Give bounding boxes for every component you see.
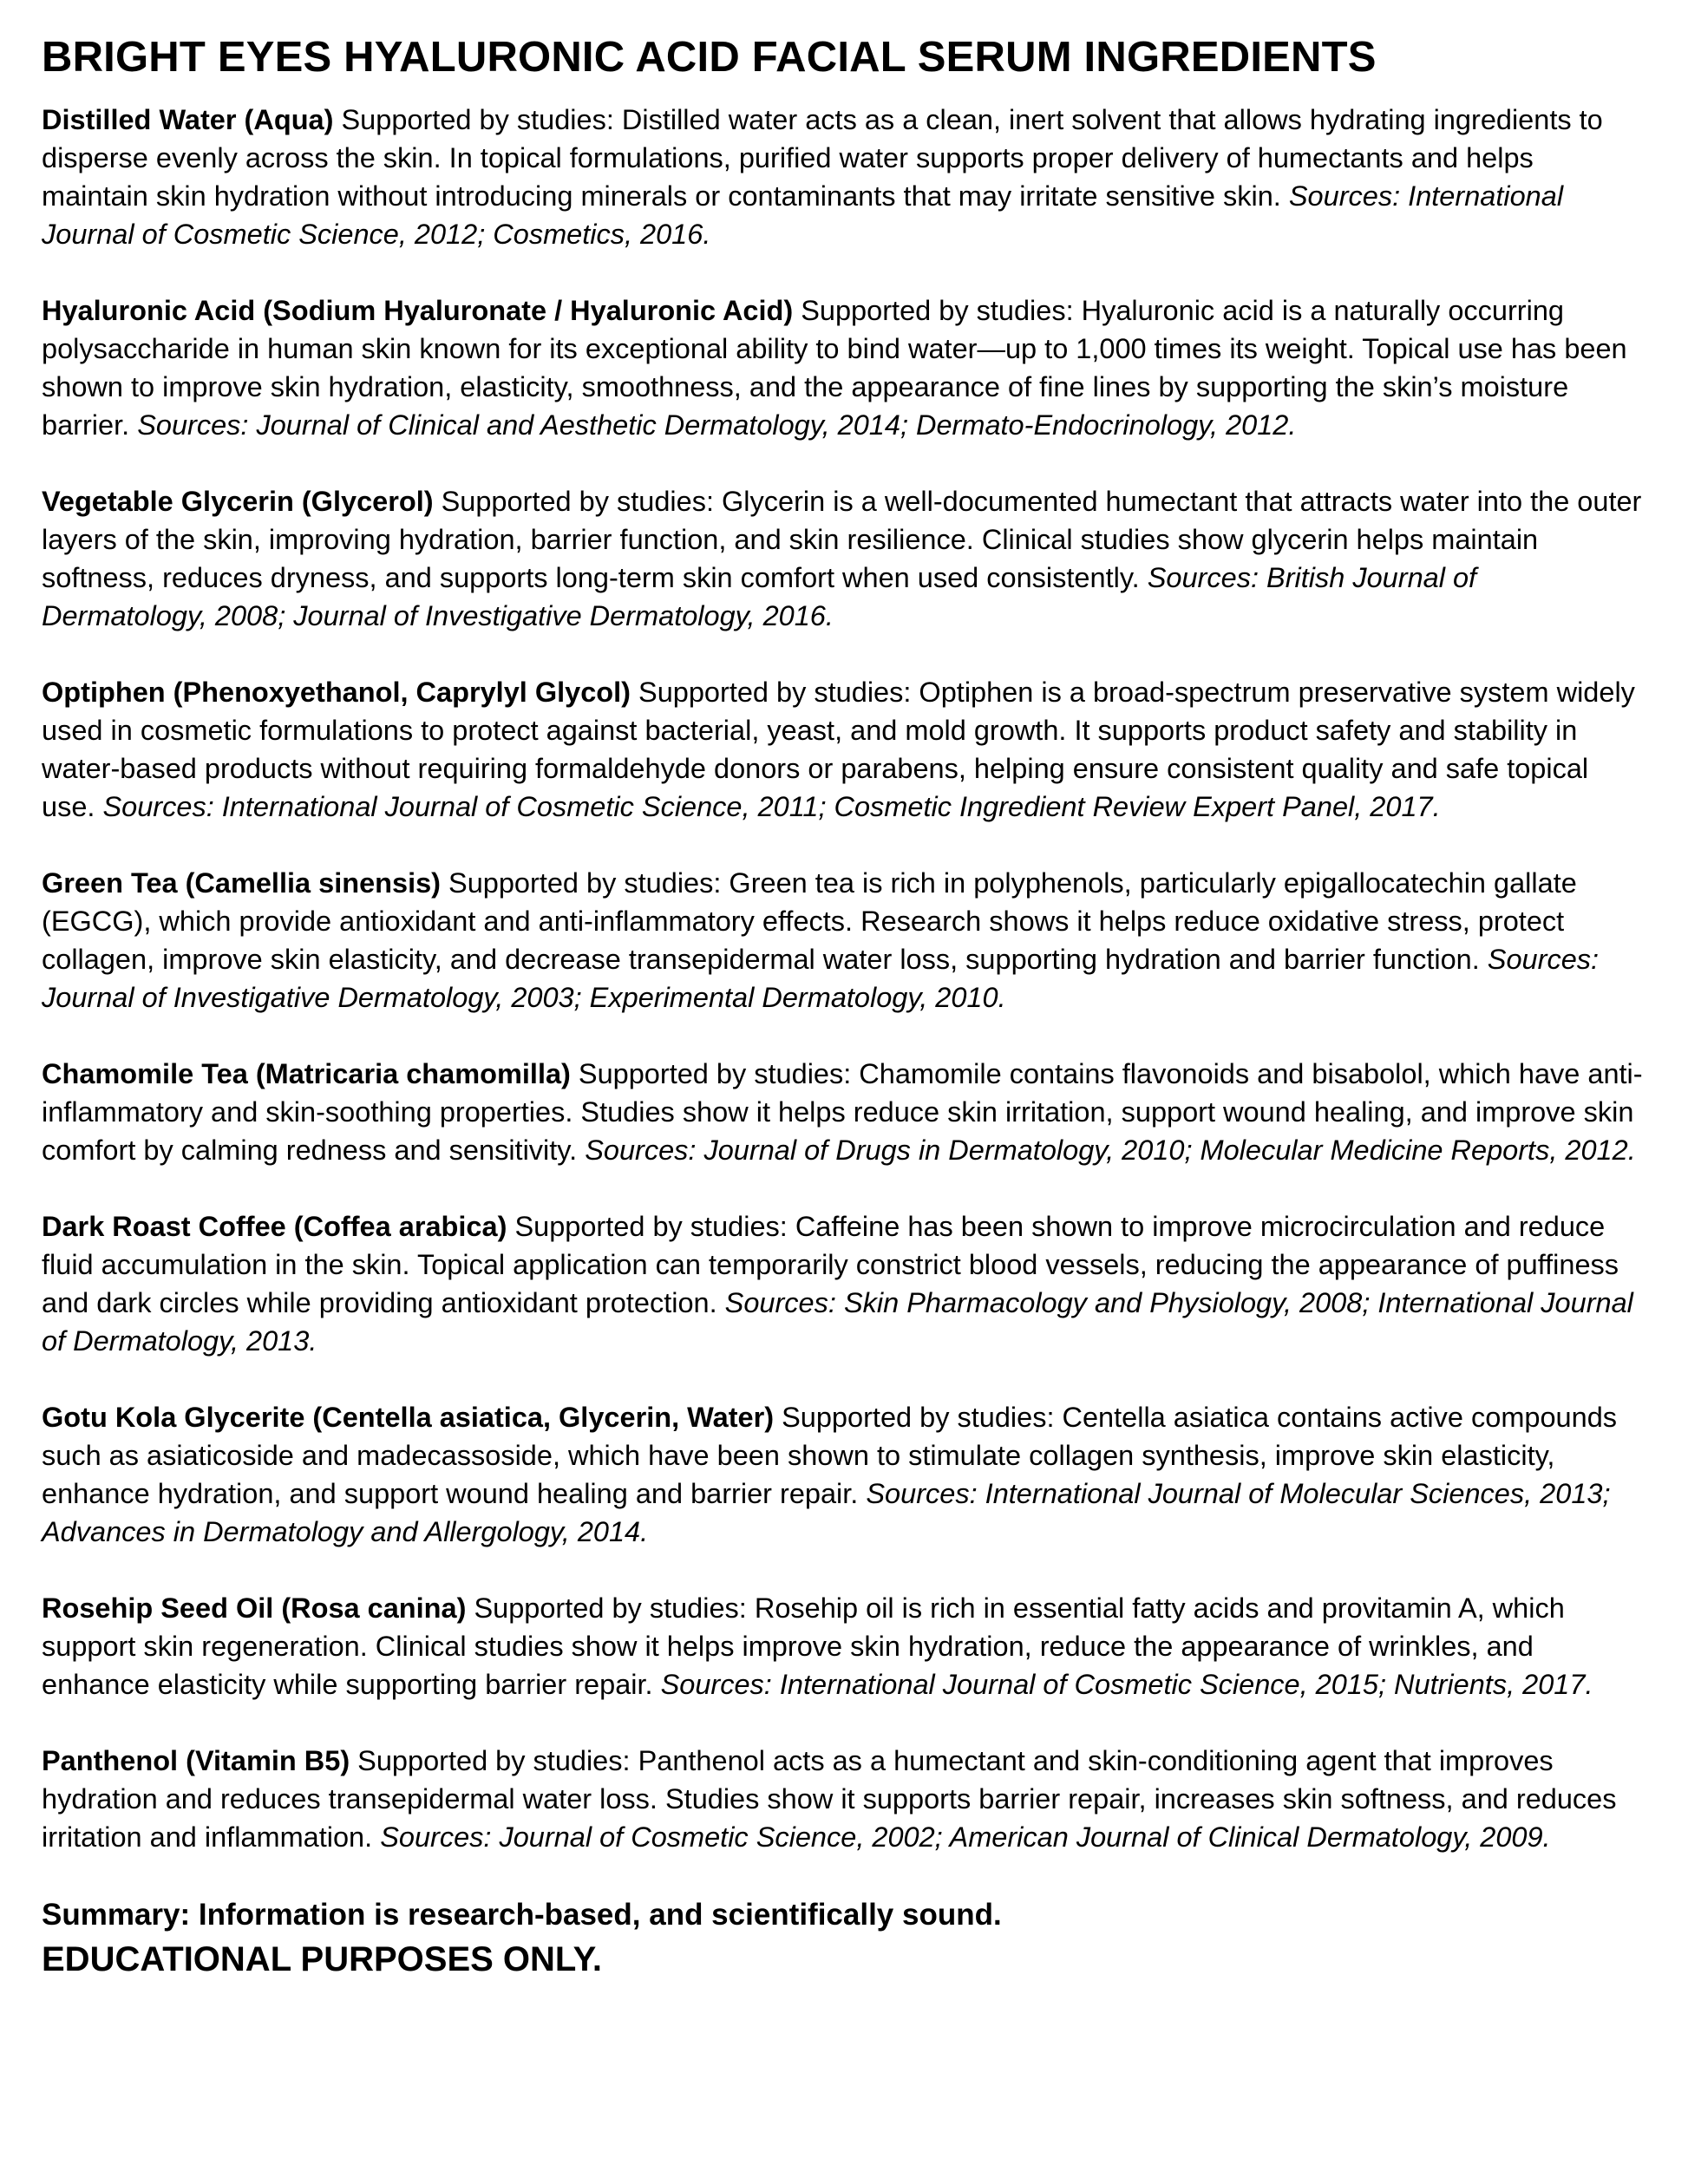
ingredient-list	[42, 101, 1646, 1856]
ingredient-name: Rosehip Seed Oil (Rosa canina)	[42, 1592, 467, 1624]
ingredient-sources: Sources: International Journal of Molecular Sciences, 2013; Advances in Dermatology and Allergology, 2014.	[42, 1478, 1611, 1547]
ingredient-entry	[42, 101, 1646, 253]
ingredient-description: Supported by studies: Green tea is rich in polyphenols, particularly epigallocatechin gallate (EGCG), which provide antioxidant and anti-inflammatory effects. Research shows it helps reduce oxidative stress, protect collagen, improve skin elasticity, and decrease transepidermal water loss, supporting hydration and barrier function.	[42, 867, 1577, 975]
ingredient-entry	[42, 1055, 1646, 1169]
ingredient-sources: Sources: Journal of Cosmetic Science, 2002; American Journal of Clinical Dermatology, 2009.	[380, 1821, 1551, 1853]
ingredient-sources: Sources: Journal of Clinical and Aesthetic Dermatology, 2014; Dermato-Endocrinology, 2012.	[137, 409, 1297, 441]
ingredient-description: Supported by studies: Panthenol acts as a humectant and skin-conditioning agent that improves hydration and reduces transepidermal water loss. Studies show it supports barrier repair, increases skin softness, and reduces irritation and inflammation.	[42, 1745, 1617, 1853]
ingredient-sources: Sources: Journal of Drugs in Dermatology, 2010; Molecular Medicine Reports, 2012.	[585, 1135, 1636, 1166]
page-title: BRIGHT EYES HYALURONIC ACID FACIAL SERUM INGREDIENTS	[42, 34, 1377, 81]
ingredient-sources: Sources: British Journal of Dermatology, 2008; Journal of Investigative Dermatology, 2016.	[42, 562, 1477, 631]
ingredient-name: Green Tea (Camellia sinensis)	[42, 867, 441, 899]
ingredient-sources: Sources: Journal of Investigative Dermatology, 2003; Experimental Dermatology, 2010.	[42, 944, 1600, 1013]
ingredient-entry	[42, 291, 1646, 444]
ingredient-entry	[42, 673, 1646, 826]
ingredient-entry	[42, 482, 1646, 635]
ingredient-name: Vegetable Glycerin (Glycerol)	[42, 486, 434, 517]
ingredient-name: Chamomile Tea (Matricaria chamomilla)	[42, 1058, 571, 1089]
ingredient-entry	[42, 1207, 1646, 1360]
ingredient-entry	[42, 1589, 1646, 1703]
ingredient-name: Panthenol (Vitamin B5)	[42, 1745, 350, 1776]
summary-statement: Summary: Information is research-based, and scientifically sound.	[42, 1898, 1002, 1932]
ingredient-name: Distilled Water (Aqua)	[42, 104, 334, 135]
ingredient-description: Supported by studies: Centella asiatica contains active compounds such as asiaticoside and madecassoside, which have been shown to stimulate collagen synthesis, improve skin elasticity, enhance hydration, and support wound healing and barrier repair.	[42, 1402, 1618, 1509]
ingredient-sources: Sources: International Journal of Cosmetic Science, 2015; Nutrients, 2017.	[660, 1669, 1593, 1700]
ingredient-description: Supported by studies: Distilled water acts as a clean, inert solvent that allows hydrating ingredients to disperse evenly across the skin. In topical formulations, purified water supports proper delivery of humectants and helps maintain skin hydration without introducing minerals or contaminants that may irritate sensitive skin.	[42, 104, 1603, 212]
ingredient-sources: Sources: International Journal of Cosmetic Science, 2012; Cosmetics, 2016.	[42, 180, 1564, 250]
ingredient-name: Dark Roast Coffee (Coffea arabica)	[42, 1211, 507, 1242]
ingredient-entry	[42, 1398, 1646, 1551]
ingredient-sources: Sources: Skin Pharmacology and Physiology, 2008; International Journal of Dermatology, 2013.	[42, 1287, 1633, 1357]
ingredient-description: Supported by studies: Optiphen is a broad-spectrum preservative system widely used in cosmetic formulations to protect against bacterial, yeast, and mold growth. It supports product safety and stability in water-based products without requiring formaldehyde donors or parabens, helping ensure consistent quality and safe topical use.	[42, 677, 1635, 822]
disclaimer-statement: EDUCATIONAL PURPOSES ONLY.	[42, 1940, 603, 1978]
ingredient-description: Supported by studies: Hyaluronic acid is a naturally occurring polysaccharide in human skin known for its exceptional ability to bind water—up to 1,000 times its weight. Topical use has been shown to improve skin hydration, elasticity, smoothness, and the appearance of fine lines by supporting the skin’s moisture barrier.	[42, 295, 1627, 441]
ingredient-sources: Sources: International Journal of Cosmetic Science, 2011; Cosmetic Ingredient Review Expert Panel, 2017.	[102, 791, 1441, 822]
ingredient-description: Supported by studies: Caffeine has been shown to improve microcirculation and reduce fluid accumulation in the skin. Topical application can temporarily constrict blood vessels, reducing the appearance of puffiness and dark circles while providing antioxidant protection.	[42, 1211, 1619, 1318]
ingredient-name: Optiphen (Phenoxyethanol, Caprylyl Glycol)	[42, 677, 631, 708]
ingredient-description: Supported by studies: Chamomile contains flavonoids and bisabolol, which have anti-inflammatory and skin-soothing properties. Studies show it helps reduce skin irritation, support wound healing, and improve skin comfort by calming redness and sensitivity.	[42, 1058, 1643, 1166]
ingredient-description: Supported by studies: Glycerin is a well-documented humectant that attracts water into the outer layers of the skin, improving hydration, barrier function, and skin resilience. Clinical studies show glycerin helps maintain softness, reduces dryness, and supports long-term skin comfort when used consistently.	[42, 486, 1642, 593]
ingredient-description: Supported by studies: Rosehip oil is rich in essential fatty acids and provitamin A, which support skin regeneration. Clinical studies show it helps improve skin hydration, reduce the appearance of wrinkles, and enhance elasticity while supporting barrier repair.	[42, 1592, 1565, 1700]
ingredient-entry	[42, 1742, 1646, 1856]
ingredient-name: Gotu Kola Glycerite (Centella asiatica, Glycerin, Water)	[42, 1402, 775, 1433]
ingredient-entry	[42, 864, 1646, 1017]
ingredient-name: Hyaluronic Acid (Sodium Hyaluronate / Hyaluronic Acid)	[42, 295, 794, 326]
